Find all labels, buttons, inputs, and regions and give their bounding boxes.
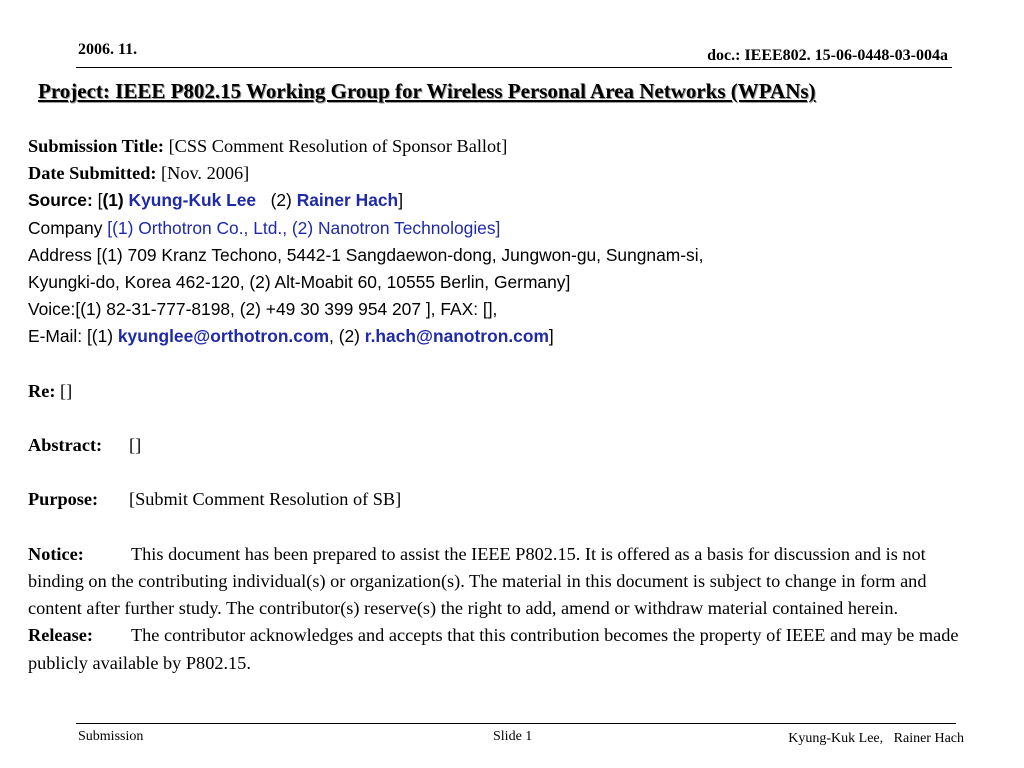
purpose-row xyxy=(28,486,978,513)
footer-slide-number: Slide 1 xyxy=(493,729,533,744)
spacer xyxy=(28,351,978,378)
release-paragraph xyxy=(28,622,978,676)
email-link-1[interactable]: kyunglee@orthotron.com xyxy=(117,326,330,347)
spacer xyxy=(28,514,978,541)
company-row xyxy=(28,215,978,242)
notice-paragraph xyxy=(28,541,978,623)
spacer xyxy=(28,405,978,432)
slide-body xyxy=(28,133,978,677)
date-submitted-label: Date Submitted: xyxy=(28,163,157,184)
email-mid: , (2) xyxy=(329,326,365,347)
source-author1: Kyung-Kuk Lee xyxy=(128,190,257,211)
re-value: [] xyxy=(59,380,73,401)
source-row xyxy=(28,187,978,214)
purpose-value: [Submit Comment Resolution of SB] xyxy=(129,489,402,510)
address-line-2: Kyungki-do, Korea 462-120, (2) Alt-Moabit 60, 10555 Berlin, Germany] xyxy=(28,271,571,292)
date-submitted-value: [Nov. 2006] xyxy=(161,163,250,184)
source-label: Source: xyxy=(28,190,93,211)
header-doc-id: doc.: IEEE802. 15-06-0448-03-004a xyxy=(707,47,948,64)
release-text: The contributor acknowledges and accepts that this contribution becomes the property of IEEE and may be made publicly available by P802.15. xyxy=(28,625,959,673)
purpose-label: Purpose: xyxy=(28,489,99,510)
date-submitted-row xyxy=(28,160,978,187)
footer-authors: Kyung-Kuk Lee, Rainer Hach xyxy=(788,731,964,746)
abstract-label: Abstract: xyxy=(28,435,103,456)
email-prefix: E-Mail: [(1) xyxy=(28,326,118,347)
source-num2: (2) xyxy=(270,190,292,211)
submission-title-row xyxy=(28,133,978,160)
source-num1: (1) xyxy=(102,190,124,211)
abstract-row xyxy=(28,432,978,459)
company-label: Company xyxy=(28,217,103,238)
notice-label: Notice: xyxy=(28,543,84,564)
email-suffix: ] xyxy=(548,326,554,347)
release-label: Release: xyxy=(28,625,93,646)
footer-divider xyxy=(76,723,956,724)
submission-title-label: Submission Title: xyxy=(28,136,164,156)
email-link-2[interactable]: r.hach@nanotron.com xyxy=(364,326,549,347)
spacer xyxy=(28,459,978,486)
page-title: Project: IEEE P802.15 Working Group for Wireless Personal Area Networks (WPANs) xyxy=(38,79,816,103)
re-row xyxy=(28,378,978,405)
email-row xyxy=(28,323,978,350)
re-label: Re: xyxy=(28,380,56,401)
source-author2: Rainer Hach xyxy=(296,190,399,211)
source-open-bracket: [ xyxy=(97,190,103,211)
address-line-1: Address [(1) 709 Kranz Techono, 5442-1 Sangdaewon-dong, Jungwon-gu, Sungnam-si, xyxy=(28,244,704,265)
header-date: 2006. 11. xyxy=(78,41,138,58)
notice-text: This document has been prepared to assist the IEEE P802.15. It is offered as a basis for discussion and is not binding on the contributing individual(s) or organization(s). The material in this document is subject to change in form and content after further study. The contributor(s) reserve(s) the right to add, amend or withdraw material contained herein. xyxy=(28,543,927,619)
voice-row: Voice:[(1) 82-31-777-8198, (2) +49 30 399 954 207 ], FAX: [], xyxy=(28,299,498,320)
company-value: [(1) Orthotron Co., Ltd., (2) Nanotron Technologies] xyxy=(107,217,501,238)
submission-title-value: [CSS Comment Resolution of Sponsor Ballot] xyxy=(168,136,508,156)
footer-submission: Submission xyxy=(78,729,144,744)
abstract-value: [] xyxy=(129,435,142,456)
header-divider xyxy=(76,67,952,68)
source-close-bracket: ] xyxy=(398,190,404,211)
